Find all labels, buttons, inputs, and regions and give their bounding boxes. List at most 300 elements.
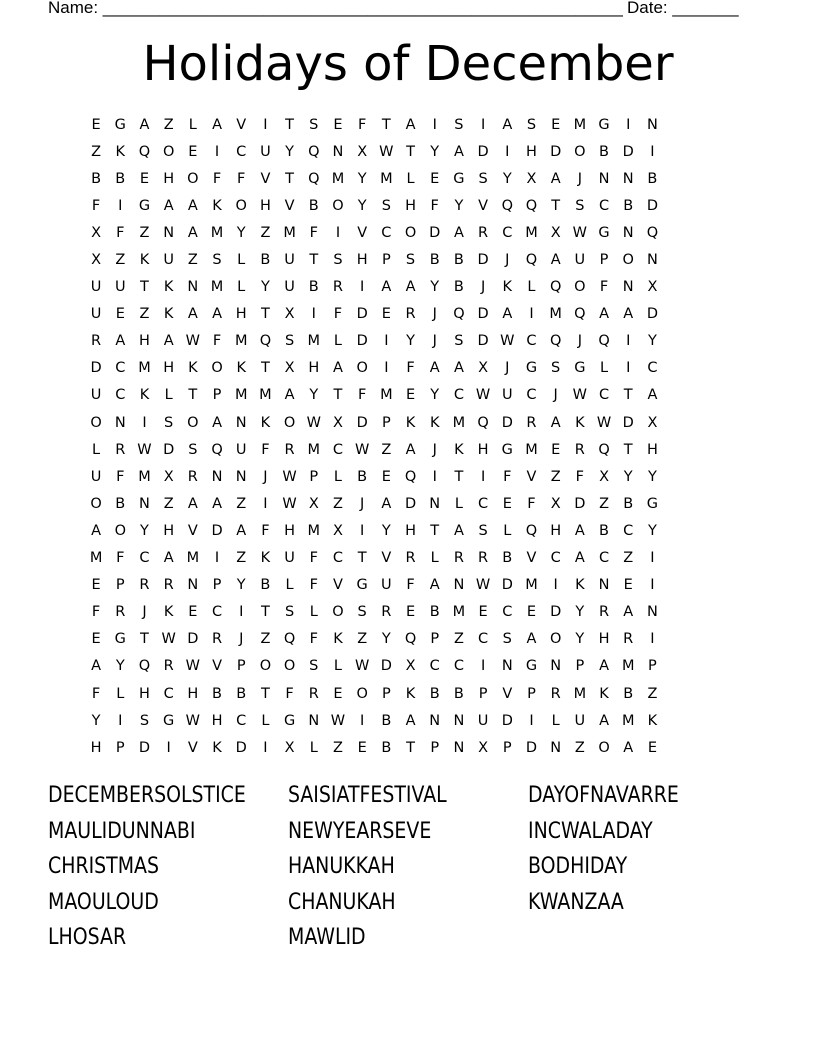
grid-letter: O [283,658,296,675]
grid-letter: H [308,360,320,377]
grid-letter: M [452,414,466,431]
grid-letter: L [333,658,343,675]
grid-letter: R [163,658,174,675]
grid-letter: L [116,685,125,702]
grid-letter: J [577,333,582,350]
grid-letter: D [235,739,247,756]
grid-row [84,545,732,572]
grid-letter: Y [236,577,246,594]
grid-letter: D [622,143,634,160]
grid-letter: R [478,224,489,241]
grid-letter: O [259,658,272,675]
grid-letter: I [384,360,389,377]
grid-letter: I [553,577,558,594]
grid-letter: X [333,522,343,539]
grid-letter: C [453,658,464,675]
grid-letter: I [626,116,631,133]
grid-letter: M [210,224,224,241]
grid-letter: O [162,143,175,160]
grid-letter: F [212,333,222,350]
grid-letter: W [185,712,201,729]
grid-letter: Q [549,333,562,350]
grid-letter: B [308,279,319,296]
grid-letter: C [647,360,658,377]
grid-letter: G [356,577,368,594]
grid-letter: X [526,170,537,187]
grid-letter: A [623,739,634,756]
grid-row [84,572,732,599]
grid-letter: N [453,577,465,594]
grid-letter: U [284,550,295,567]
grid-letter: J [505,252,510,269]
grid-letter: A [381,279,392,296]
grid-letter: K [139,387,150,404]
grid-letter: N [332,143,344,160]
grid-letter: X [405,658,416,675]
word-list-item: MAOULOUD [48,889,159,915]
grid-letter: I [360,712,365,729]
grid-letter: H [187,685,199,702]
grid-letter: M [380,170,393,187]
grid-letter: W [185,333,201,350]
grid-letter: O [404,224,417,241]
grid-letter: A [405,116,416,133]
grid-letter: T [454,468,464,485]
grid-letter: T [140,631,149,648]
grid-letter: V [236,116,247,133]
grid-letter: M [210,279,224,296]
grid-letter: A [453,522,464,539]
grid-letter: T [260,604,270,621]
grid-letter: Z [647,685,658,702]
grid-letter: P [212,387,222,404]
grid-letter: K [139,252,150,269]
grid-letter: L [333,333,343,350]
grid-letter: O [90,414,102,431]
grid-letter: F [212,170,222,187]
grid-letter: E [381,468,391,485]
grid-letter: B [357,468,368,485]
grid-letter: E [405,604,416,621]
grid-letter: K [575,577,585,594]
grid-letter: P [309,468,319,485]
grid-letter: Q [525,197,538,214]
grid-letter: U [284,279,295,296]
grid-letter: P [478,685,488,702]
grid-letter: Y [260,279,270,296]
grid-letter: H [163,170,175,187]
grid-letter: U [501,387,513,404]
grid-letter: W [330,712,346,729]
grid-letter: R [211,631,223,648]
grid-letter: A [115,333,126,350]
grid-letter: B [623,197,634,214]
grid-letter: J [263,468,268,485]
grid-letter: N [114,414,126,431]
grid-letter: C [163,685,174,702]
grid-letter: J [432,333,437,350]
grid-letter: L [188,116,197,133]
grid-letter: K [575,414,585,431]
grid-letter: Y [381,522,391,539]
grid-letter: S [284,604,295,621]
grid-letter: Z [139,306,150,323]
grid-letter: J [432,441,437,458]
grid-letter: J [553,387,558,404]
grid-letter: F [333,306,343,323]
grid-letter: A [550,414,561,431]
grid-letter: Y [430,387,440,404]
grid-letter: K [115,143,126,160]
grid-letter: N [211,468,223,485]
grid-row [84,274,732,301]
grid-letter: H [211,712,223,729]
grid-letter: B [453,279,464,296]
grid-letter: A [599,712,609,729]
grid-letter: Y [430,143,440,160]
grid-letter: K [260,550,271,567]
grid-letter: R [91,333,102,350]
grid-letter: W [354,658,370,675]
grid-letter: E [647,739,657,756]
grid-letter: Q [211,441,223,458]
grid-letter: O [114,522,126,539]
grid-letter: Z [187,252,198,269]
grid-letter: Y [236,224,246,241]
grid-letter: M [259,387,272,404]
grid-letter: S [139,712,150,729]
grid-letter: A [574,550,585,567]
grid-letter: R [453,550,464,567]
grid-letter: A [502,306,513,323]
grid-letter: N [187,577,199,594]
grid-letter: F [406,360,415,377]
grid-letter: G [138,197,151,214]
grid-letter: E [405,387,416,404]
grid-letter: W [475,387,491,404]
grid-letter: E [333,116,343,133]
grid-letter: A [453,143,464,160]
grid-letter: I [360,279,365,296]
grid-letter: I [214,550,220,567]
grid-letter: A [212,414,222,431]
grid-row [84,626,732,653]
grid-letter: V [212,658,222,675]
grid-letter: F [91,604,101,621]
grid-letter: I [263,116,268,133]
grid-letter: I [239,604,244,621]
grid-letter: M [621,712,635,729]
grid-letter: Y [285,143,295,160]
grid-letter: V [333,577,343,594]
grid-letter: J [360,495,365,512]
grid-letter: I [650,143,655,160]
grid-letter: F [406,577,415,594]
grid-letter: R [574,441,585,458]
grid-letter: I [626,360,631,377]
grid-letter: C [502,224,513,241]
grid-letter: V [526,550,537,567]
grid-letter: H [235,306,247,323]
grid-letter: T [430,522,440,539]
grid-letter: B [91,170,102,187]
grid-letter: S [381,197,391,214]
grid-letter: P [381,252,391,269]
grid-letter: S [212,252,222,269]
grid-letter: A [405,441,416,458]
grid-letter: G [598,224,610,241]
grid-letter: L [92,441,101,458]
grid-letter: L [454,495,463,512]
grid-letter: O [332,197,344,214]
grid-letter: T [551,197,561,214]
grid-letter: Z [357,631,368,648]
grid-letter: Y [381,631,391,648]
grid-letter: K [163,604,174,621]
grid-letter: B [599,143,609,160]
grid-letter: U [235,441,247,458]
grid-letter: N [163,224,175,241]
grid-letter: C [139,550,150,567]
grid-letter: P [527,685,536,702]
grid-letter: U [260,143,271,160]
grid-letter: A [187,495,198,512]
grid-letter: B [381,739,392,756]
grid-letter: Q [404,468,417,485]
grid-letter: R [332,279,343,296]
grid-row [84,463,732,490]
word-list-item: DECEMBERSOLSTICE [48,783,246,808]
grid-letter: Y [647,522,657,539]
grid-letter: S [454,333,464,350]
grid-letter: F [116,550,125,567]
grid-letter: Q [283,631,296,648]
page-title: Holidays of December [142,36,674,92]
grid-letter: M [549,306,562,323]
grid-letter: E [115,306,125,323]
grid-letter: C [478,495,489,512]
grid-letter: C [429,658,440,675]
grid-letter: A [212,495,222,512]
grid-letter: G [574,360,586,377]
grid-letter: W [596,414,612,431]
grid-letter: V [478,197,489,214]
grid-letter: Y [454,197,464,214]
grid-letter: V [187,739,198,756]
grid-letter: P [381,414,391,431]
grid-row [84,517,732,544]
grid-letter: U [114,279,126,296]
grid-letter: G [646,495,659,512]
grid-letter: K [405,414,416,431]
grid-letter: F [430,197,439,214]
grid-letter: C [453,387,464,404]
grid-letter: I [166,739,171,756]
word-search-grid [84,111,732,761]
grid-letter: B [236,685,247,702]
word-list-item: BODHIDAY [528,854,628,880]
grid-letter: I [505,143,510,160]
grid-letter: A [139,116,150,133]
grid-letter: X [647,414,658,431]
grid-letter: O [356,685,368,702]
grid-letter: D [550,604,562,621]
grid-letter: V [187,522,198,539]
grid-letter: F [309,577,318,594]
grid-letter: M [283,224,296,241]
grid-letter: Z [260,224,271,241]
grid-letter: H [405,522,416,539]
grid-letter: I [650,631,655,648]
grid-letter: F [503,468,512,485]
grid-letter: M [621,658,635,675]
grid-letter: D [477,306,489,323]
grid-row [84,165,732,192]
grid-letter: B [260,577,271,594]
grid-letter: N [646,116,658,133]
grid-letter: F [357,116,367,133]
grid-letter: N [235,414,247,431]
grid-letter: J [239,631,244,648]
grid-letter: R [115,441,126,458]
grid-letter: S [284,333,295,350]
grid-letter: O [574,279,586,296]
grid-letter: L [527,279,536,296]
grid-letter: S [357,604,367,621]
grid-letter: M [138,360,151,377]
grid-letter: Z [91,143,102,160]
grid-letter: X [478,360,489,377]
grid-row [84,192,732,219]
grid-letter: I [480,116,486,133]
grid-letter: O [187,414,199,431]
grid-letter: B [381,712,392,729]
grid-letter: X [647,279,658,296]
grid-letter: O [283,414,296,431]
grid-letter: N [598,170,610,187]
grid-letter: F [285,685,294,702]
grid-letter: A [550,252,561,269]
grid-letter: Y [647,468,657,485]
grid-letter: L [309,739,318,756]
grid-letter: I [263,495,268,512]
grid-letter: U [284,252,295,269]
grid-letter: I [626,333,631,350]
grid-letter: B [429,252,440,269]
grid-letter: Y [309,387,319,404]
grid-letter: F [309,631,318,648]
grid-letter: L [237,252,246,269]
grid-letter: A [623,306,634,323]
grid-letter: E [381,306,391,323]
grid-letter: I [650,550,655,567]
grid-letter: C [211,604,223,621]
grid-letter: L [309,604,318,621]
grid-letter: T [406,143,415,160]
grid-letter: L [285,577,294,594]
word-list-item: CHANUKAH [288,889,396,915]
grid-letter: W [500,333,515,350]
grid-letter: C [526,387,537,404]
grid-letter: M [573,116,587,133]
grid-letter: W [306,414,321,431]
grid-letter: U [477,712,489,729]
grid-row [84,599,732,626]
grid-letter: I [118,197,123,214]
grid-letter: E [91,631,101,648]
grid-letter: L [599,360,609,377]
grid-letter: V [357,224,368,241]
grid-letter: Q [138,658,151,675]
grid-letter: L [503,522,512,539]
grid-letter: T [285,116,295,133]
grid-letter: D [501,414,513,431]
grid-letter: K [212,739,222,756]
grid-letter: O [90,495,102,512]
grid-letter: J [480,279,486,296]
grid-letter: R [598,604,610,621]
grid-letter: F [575,468,585,485]
grid-letter: S [526,116,537,133]
grid-letter: F [116,224,125,241]
grid-letter: K [333,631,343,648]
grid-letter: G [501,441,513,458]
grid-letter: M [307,333,321,350]
grid-letter: G [283,712,296,729]
grid-letter: I [360,522,365,539]
grid-letter: C [381,224,392,241]
grid-letter: Z [115,252,126,269]
grid-letter: L [333,468,343,485]
word-list-item: MAWLID [288,925,366,951]
grid-letter: F [357,387,367,404]
grid-letter: N [453,712,465,729]
grid-letter: D [138,739,151,756]
grid-letter: Q [525,522,538,539]
grid-letter: P [599,252,609,269]
grid-letter: M [525,441,538,458]
grid-letter: I [529,306,534,323]
grid-letter: A [429,577,440,594]
grid-letter: A [381,495,392,512]
grid-letter: K [429,414,440,431]
grid-letter: I [263,739,268,756]
grid-letter: B [115,170,126,187]
grid-letter: I [118,712,123,729]
grid-letter: M [307,522,321,539]
grid-letter: A [550,170,561,187]
grid-letter: F [309,550,318,567]
grid-letter: T [260,306,270,323]
grid-letter: G [598,116,610,133]
grid-row [84,707,732,734]
grid-letter: M [452,604,466,621]
grid-letter: A [212,306,222,323]
grid-row [84,246,732,273]
grid-letter: B [647,170,658,187]
grid-letter: I [214,143,220,160]
grid-letter: J [432,306,437,323]
grid-letter: I [384,333,389,350]
grid-row [84,382,732,409]
grid-letter: V [381,550,392,567]
grid-letter: E [91,577,101,594]
grid-letter: Q [138,143,151,160]
grid-letter: W [161,631,176,648]
grid-letter: B [599,522,609,539]
grid-letter: Z [333,739,343,756]
grid-letter: P [381,685,391,702]
